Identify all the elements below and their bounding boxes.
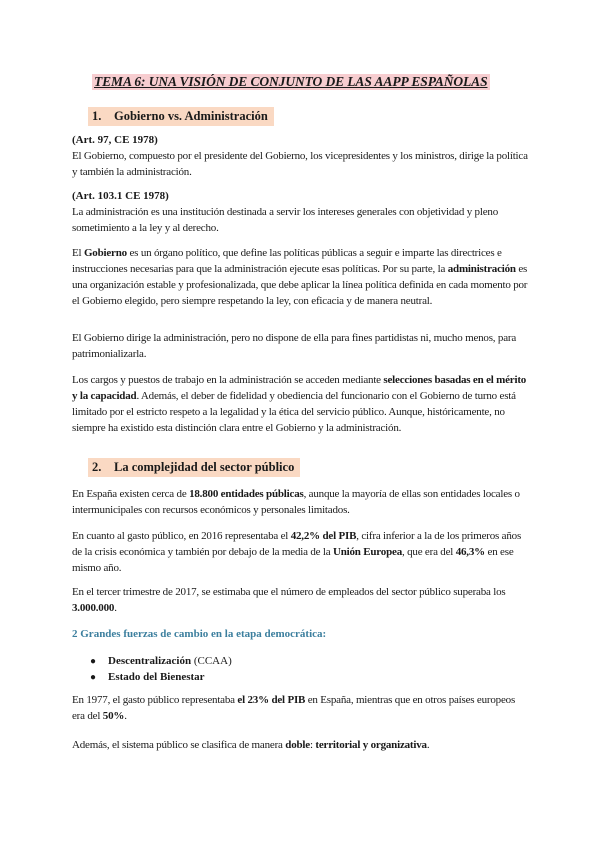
article-103-reference: (Art. 103.1 CE 1978) bbox=[72, 190, 169, 202]
entidades-publicas-paragraph: En España existen cerca de 18.800 entidades públicas, aunque la mayoría de ellas son entidades locales o intermunicipales con recursos económicos y personales limitados. bbox=[72, 488, 520, 516]
gasto-1977-paragraph: En 1977, el gasto público representaba el 23% del PIB en España, mientras que en otros países europeos era del 50%. bbox=[72, 694, 516, 722]
article-103-text: La administración es una institución destinada a servir los intereses generales con objetividad y pleno sometimiento a la ley y al derecho. bbox=[72, 206, 498, 234]
gobierno-dirige-paragraph: El Gobierno dirige la administración, pero no dispone de ella para fines partidistas ni, mucho menos, para patrimonializarla. bbox=[72, 332, 517, 360]
bullet-icon: ● bbox=[90, 672, 97, 683]
bullet-icon: ● bbox=[90, 656, 97, 667]
list-item: ● Estado del Bienestar bbox=[90, 671, 205, 683]
document-title: TEMA 6: UNA VISIÓN DE CONJUNTO DE LAS AAPP ESPAÑOLAS bbox=[94, 74, 488, 89]
section-1-heading bbox=[88, 107, 274, 126]
article-97-text: El Gobierno, compuesto por el presidente del Gobierno, los vicepresidentes y los ministros, dirige la política y también la administración. bbox=[72, 150, 528, 178]
list-item: ● Descentralización (CCAA) bbox=[90, 655, 232, 667]
section-2-title: La complejidad del sector público bbox=[114, 460, 295, 474]
gobierno-administracion-paragraph: El Gobierno es un órgano político, que define las políticas públicas a seguir e imparte las directrices e instrucciones necesarias para que la administración ejecute esas políticas. Por su parte, la administración es una organización estable y profesionalizada, que debe aplicar la línea política definida en cada momento por el Gobierno elegido, pero siempre respetando la ley, con eficacia y de manera neutral. bbox=[72, 247, 528, 307]
gasto-publico-paragraph: En cuanto al gasto público, en 2016 representaba el 42,2% del PIB, cifra inferior a la de los primeros años de la crisis económica y también por debajo de la media de la Unión Europea, que era del 46,3% en ese mismo año. bbox=[72, 530, 522, 574]
section-1-title: Gobierno vs. Administración bbox=[114, 109, 268, 123]
section-2-heading bbox=[88, 458, 300, 477]
section-1-number: 1. bbox=[92, 109, 102, 123]
clasificacion-paragraph: Además, el sistema público se clasifica de manera doble: territorial y organizativa. bbox=[72, 739, 430, 751]
fuerzas-cambio-subheading: 2 Grandes fuerzas de cambio en la etapa democrática: bbox=[72, 628, 327, 640]
article-97-reference: (Art. 97, CE 1978) bbox=[72, 134, 158, 146]
empleados-paragraph: En el tercer trimestre de 2017, se estimaba que el número de empleados del sector público superaba los 3.000.000. bbox=[72, 586, 506, 614]
merito-capacidad-paragraph: Los cargos y puestos de trabajo en la administración se acceden mediante selecciones basadas en el mérito y la capacidad. Además, el deber de fidelidad y obediencia del funcionario con el Gobierno de turno está limitado por el estricto respeto a la legalidad y la ética del servicio público. Aunque, históricamente, no siempre ha existido esta distinción clara entre el Gobierno y la administración. bbox=[72, 374, 527, 434]
section-2-number: 2. bbox=[92, 460, 102, 474]
